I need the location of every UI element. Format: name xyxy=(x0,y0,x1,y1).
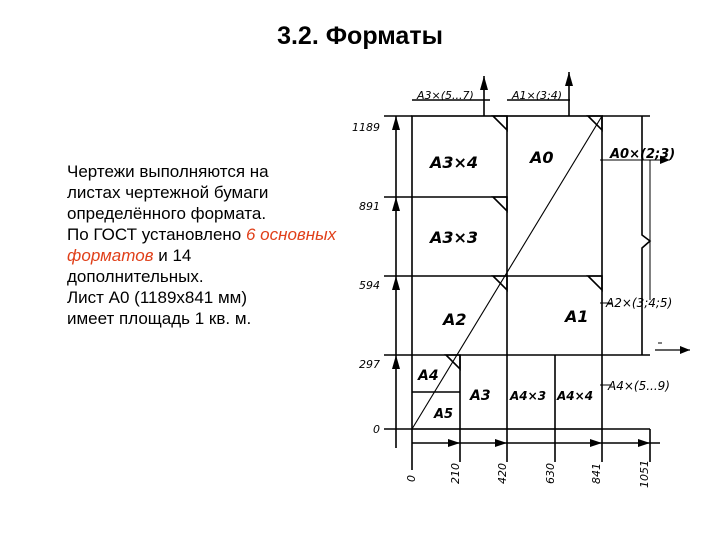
body-line: определённого формата. xyxy=(67,204,267,223)
body-line: имеет площадь 1 кв. м. xyxy=(67,309,252,328)
body-line: дополнительных. xyxy=(67,267,204,286)
body-line: Лист А0 (1189x841 мм) xyxy=(67,288,248,307)
y-tick-label: 594 xyxy=(359,279,380,292)
format-label-a3: A3 xyxy=(470,388,491,404)
highlighted-formats: 6 основных форматов xyxy=(67,225,337,265)
format-label-a3x3: A3×3 xyxy=(430,228,479,247)
y-tick-label: 1189 xyxy=(352,121,380,134)
annotation-a4-extension: A4×(5...9) xyxy=(608,379,670,393)
body-line: Чертежи выполняются на xyxy=(67,162,269,181)
y-tick-label: 0 xyxy=(373,423,380,436)
format-label-a4x3: A4×3 xyxy=(510,389,547,403)
x-tick-label: 630 xyxy=(544,463,557,484)
body-text xyxy=(67,161,347,329)
x-tick-label: 420 xyxy=(496,463,509,484)
format-label-a5: A5 xyxy=(434,407,454,422)
annotation-top-right: A1×(3;4) xyxy=(512,89,563,102)
x-tick-label: 210 xyxy=(449,463,462,484)
body-line: и 14 xyxy=(153,246,192,265)
x-tick-label: 0 xyxy=(405,475,418,482)
format-grid xyxy=(384,72,690,470)
x-tick-label: 841 xyxy=(590,463,603,484)
format-label-a3x4: A3×4 xyxy=(430,153,479,172)
format-label-a4: A4 xyxy=(418,368,439,384)
paper-formats-diagram xyxy=(340,60,712,530)
x-tick-label: 1051 xyxy=(638,460,651,488)
y-tick-label: 891 xyxy=(359,200,380,213)
format-label-a2: A2 xyxy=(443,310,467,329)
format-label-a1: A1 xyxy=(565,307,589,326)
body-line: листах чертежной бумаги xyxy=(67,183,269,202)
slide-title: 3.2. Форматы xyxy=(277,22,443,50)
y-tick-label: 297 xyxy=(359,358,380,371)
format-label-a4x4: A4×4 xyxy=(557,389,594,403)
format-label-a0: A0 xyxy=(530,148,554,167)
annotation-top-left: A3×(5...7) xyxy=(417,89,474,102)
annotation-a2-extension: A2×(3;4;5) xyxy=(606,296,673,310)
annotation-a0-extension: A0×(2;3) xyxy=(610,147,676,162)
body-line: По ГОСТ установлено xyxy=(67,225,246,244)
